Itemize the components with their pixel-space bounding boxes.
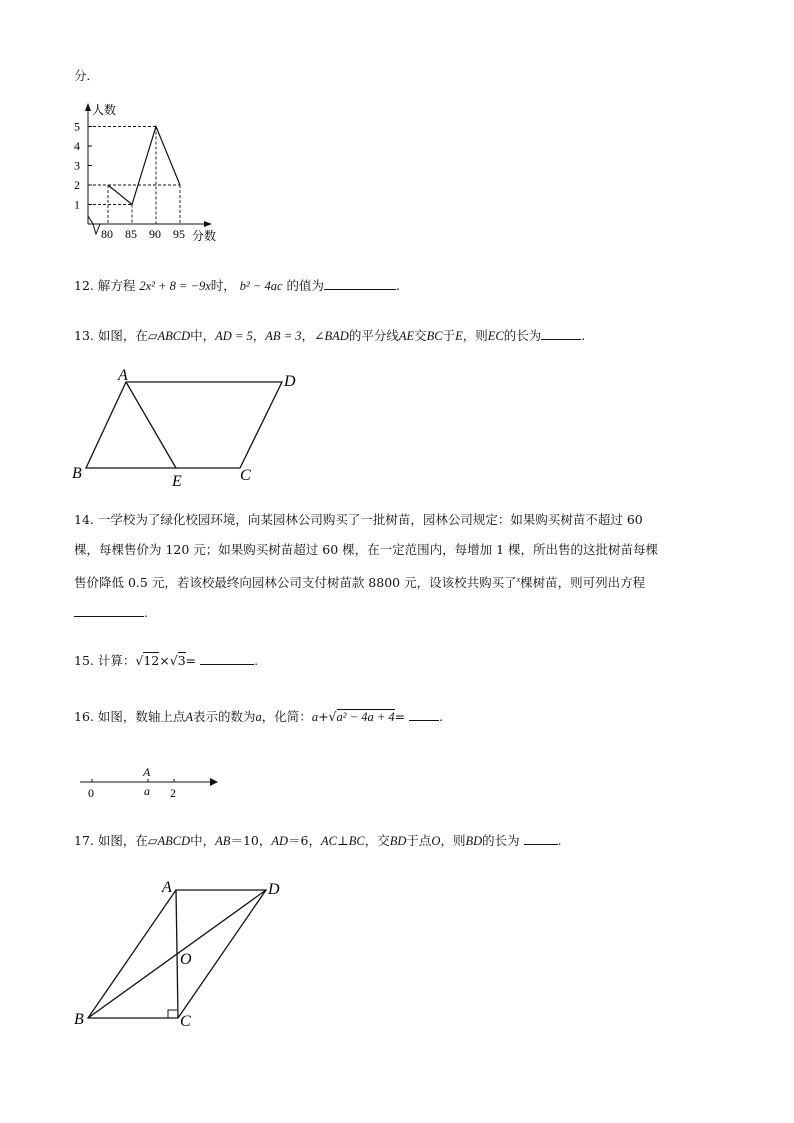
q12-end: . (396, 278, 400, 293)
q13-bc: BC (426, 329, 443, 343)
q17-label-c: C (180, 1013, 191, 1030)
q17-text: ，则 (440, 833, 466, 848)
q16-number: 16. (74, 709, 94, 724)
q13-text: 中， (190, 328, 216, 343)
q16-end: . (439, 709, 444, 724)
q17-abcd: ABCD (157, 834, 191, 848)
q13-ae: AE (398, 329, 415, 343)
q14-variable-x: x (516, 575, 521, 584)
q13-e: E (455, 329, 463, 343)
q15-text: 计算： (97, 653, 136, 668)
x-axis-title: 分数 (192, 229, 217, 243)
q17-ab: AB (215, 834, 231, 848)
q17-answer-blank[interactable] (524, 832, 558, 845)
q12-discriminant: b² − 4ac (239, 279, 283, 293)
number-line-two: 2 (170, 786, 176, 800)
x-tick-label-85: 85 (125, 227, 137, 241)
y-axis-arrow (85, 103, 91, 111)
q16-text: 表示的数为 (193, 709, 256, 724)
q14-number: 14. (74, 512, 94, 527)
q13-abcd: ABCD (157, 329, 191, 343)
axis-break (88, 216, 100, 234)
q15-answer-blank[interactable] (200, 652, 254, 665)
q16-text: ，化简： (261, 709, 312, 724)
q13-text: 的长为 (503, 328, 542, 343)
q13-end: . (581, 328, 586, 343)
q17-label-d: D (268, 881, 280, 898)
q17-bc: BC (348, 834, 365, 848)
x-tick-label-80: 80 (101, 227, 113, 241)
q13-ec: EC (487, 329, 504, 343)
q13-text: 交 (414, 328, 427, 343)
q17-parallelogram-figure (66, 872, 296, 1034)
q13-label-a: A (118, 367, 128, 384)
frequency-line (108, 127, 180, 205)
q17-label-b: B (74, 1011, 84, 1028)
sqrt-12: √12 (135, 653, 160, 668)
q17-text: ＝10， (230, 833, 272, 848)
q17-label-o: O (180, 951, 192, 968)
q12-equation: 2x² + 8 = −9x (139, 279, 211, 293)
q13-number: 13. (74, 328, 94, 343)
q17-text: 如图，在 (97, 833, 148, 848)
number-line-point-a: A (143, 765, 151, 779)
parallelogram-symbol: ▱ (147, 833, 158, 848)
number-line-zero: 0 (88, 786, 94, 800)
q13-text: 的平分线 (348, 328, 399, 343)
sqrt-3: √3 (169, 653, 186, 668)
q12-text-pre: 解方程 (97, 278, 136, 293)
q12-text-post: 的值为 (286, 278, 325, 293)
q15-number: 15. (74, 653, 94, 668)
sqrt-12-radicand: 12 (143, 653, 160, 668)
sqrt-expression: √a² − 4a + 4 (328, 709, 395, 724)
y-tick-label-4: 4 (74, 139, 80, 153)
q17-ac: AC (320, 834, 337, 848)
x-tick-label-95: 95 (173, 227, 185, 241)
x-tick-label-90: 90 (149, 227, 161, 241)
plus-sign: + (318, 709, 329, 724)
q14-end: . (144, 605, 148, 621)
score-frequency-chart (66, 98, 236, 250)
q14-line-3b: 棵树苗，则可列出方程 (520, 575, 646, 591)
q17-number: 17. (74, 833, 94, 848)
q17-text: ＝6， (288, 833, 321, 848)
q17-text: 中， (190, 833, 216, 848)
number-line-value-a: a (144, 784, 150, 798)
y-tick-label-3: 3 (74, 158, 80, 173)
q17-ad: AD (271, 834, 289, 848)
q12-text-mid: 时， (210, 278, 236, 293)
q13-label-b: B (72, 465, 82, 482)
question-17 (74, 832, 562, 850)
q14-line-2: 棵，每棵售价为 120 元；如果购买树苗超过 60 棵，在一定范围内，每增加 1 棵，所出售的这批树苗每棵 (74, 542, 659, 557)
q16-value-a: a (255, 710, 262, 724)
q13-label-d: D (284, 373, 296, 390)
q16-text: 如图，数轴上点 (97, 709, 186, 724)
y-tick-label-2: 2 (74, 178, 80, 192)
q17-bd: BD (389, 834, 407, 848)
question-14 (74, 505, 719, 628)
question-13 (74, 327, 585, 345)
y-axis-title: 人数 (92, 103, 117, 117)
q16-radicand: a² − 4a + 4 (336, 710, 395, 724)
parallelogram-symbol: ▱ (147, 328, 158, 343)
q12-answer-blank[interactable] (324, 277, 396, 290)
q13-ab: AB = 3 (265, 329, 302, 343)
q13-ad: AD = 5 (215, 329, 253, 343)
previous-question-tail: 分． (74, 68, 100, 83)
q16-answer-blank[interactable] (409, 708, 439, 721)
q13-bad: BAD (324, 329, 349, 343)
q13-text: ，则 (462, 328, 488, 343)
q14-line-1: 一学校为了绿化校园环境，向某园林公司购买了一批树苗，园林公司规定：如果购买树苗不超过 60 (97, 512, 643, 527)
q14-answer-blank[interactable] (74, 604, 144, 617)
perpendicular-sign: ⊥ (336, 833, 349, 848)
q16-number-line (74, 762, 224, 802)
q13-text: 如图，在 (97, 328, 148, 343)
equals-sign: = (185, 653, 197, 668)
q13-label-e: E (172, 473, 182, 490)
q13-text: ，∠ (301, 328, 325, 343)
y-tick-label-5: 5 (74, 119, 80, 134)
question-15 (74, 652, 258, 670)
q17-o: O (431, 834, 441, 848)
q13-text: 于 (442, 328, 456, 343)
q16-expr-a: a (311, 710, 319, 724)
q12-number: 12. (74, 278, 94, 293)
equals-sign: = (394, 709, 406, 724)
q16-point-a: A (185, 710, 194, 724)
q13-label-c: C (240, 467, 251, 484)
q13-text: ， (252, 328, 266, 343)
q17-text: ，交 (364, 833, 390, 848)
q17-end: . (557, 833, 562, 848)
x-axis-arrow (204, 221, 212, 227)
y-tick-label-1: 1 (74, 197, 80, 212)
q17-label-a: A (162, 879, 172, 896)
q17-text: 于点 (406, 833, 432, 848)
q14-line-3: 售价降低 0.5 元，若该校最终向园林公司支付树苗款 8800 元，设该校共购买了 (74, 575, 517, 591)
q13-parallelogram-figure (66, 362, 306, 492)
q17-bd-2: BD (465, 834, 483, 848)
q13-answer-blank[interactable] (541, 327, 581, 340)
q17-text: 的长为 (482, 833, 520, 848)
sqrt-3-radicand: 3 (177, 653, 186, 668)
q15-end: . (254, 653, 259, 668)
question-16 (74, 708, 443, 726)
question-12 (74, 277, 400, 295)
times-sign: × (159, 653, 170, 668)
